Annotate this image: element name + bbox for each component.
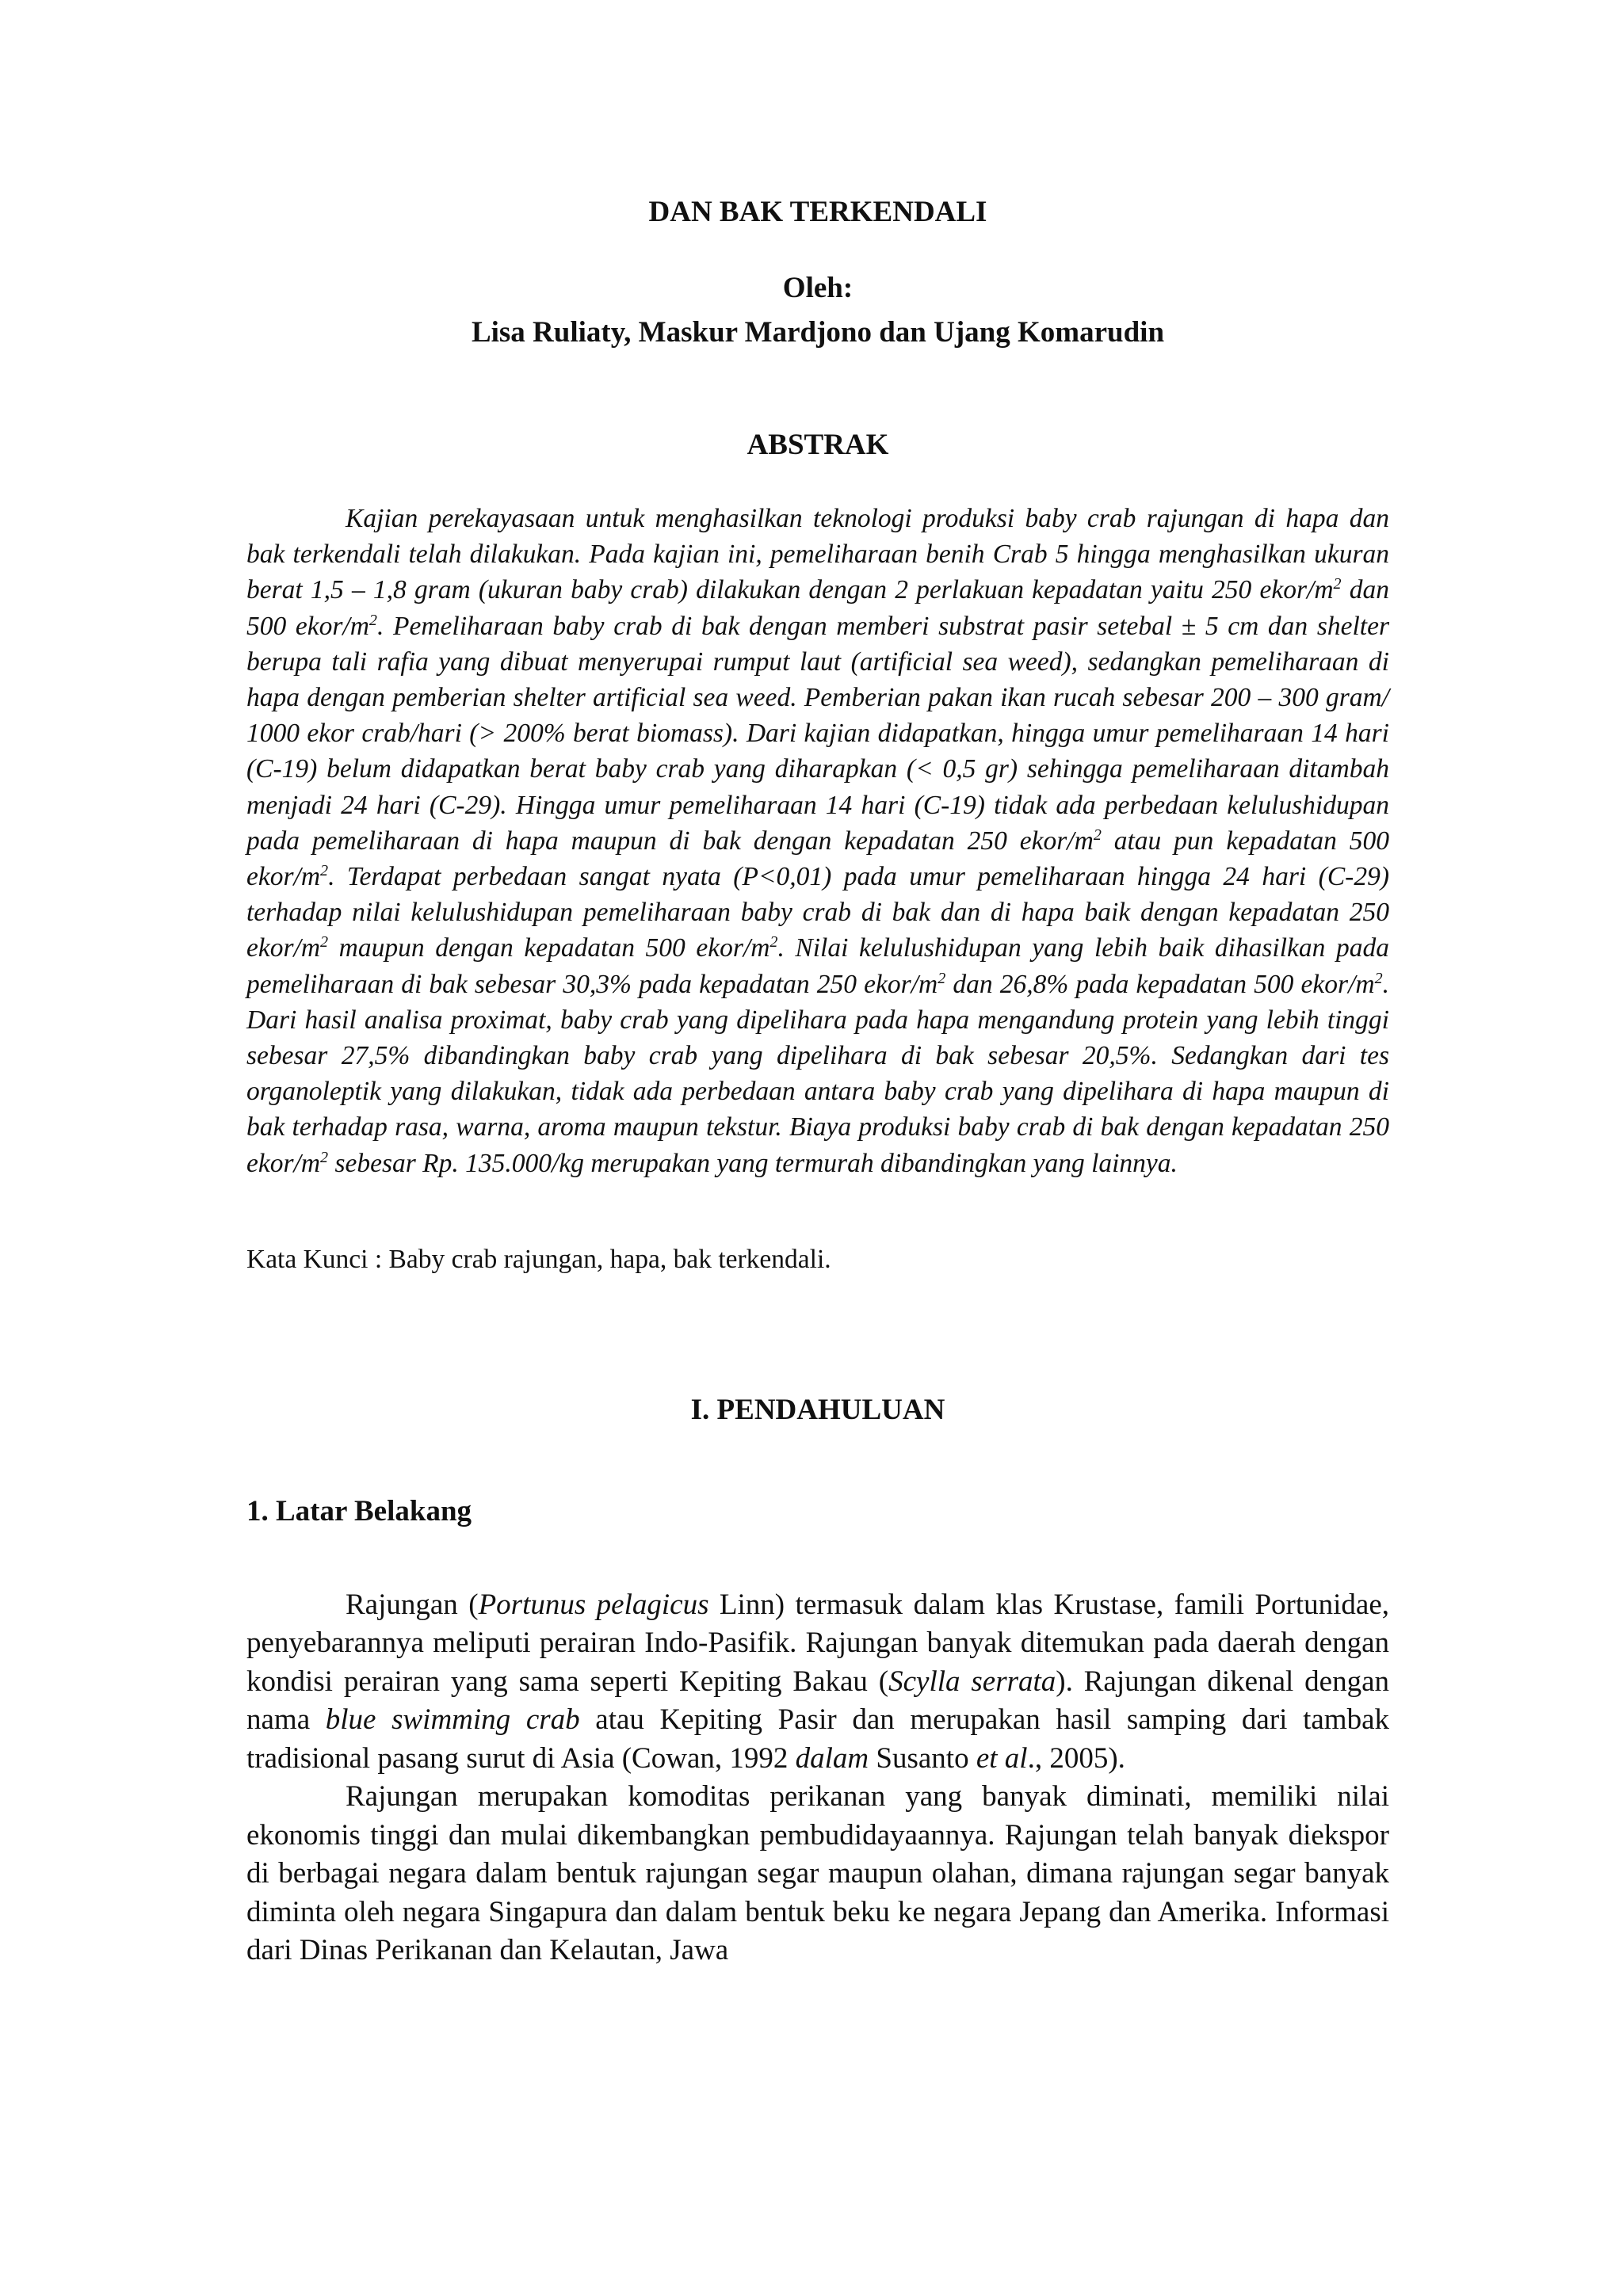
title-block	[246, 190, 1389, 355]
body-paragraph-1: Rajungan (Portunus pelagicus Linn) termasuk dalam klas Krustase, famili Portunidae, penyebarannya meliputi perairan Indo-Pasifik. Rajungan banyak ditemukan pada daerah dengan kondisi perairan yang sama seperti Kepiting Bakau (Scylla serrata). Rajungan dikenal dengan nama blue swimming crab atau Kepiting Pasir dan merupakan hasil samping dari tambak tradisional pasang surut di Asia (Cowan, 1992 dalam Susanto et al., 2005).	[246, 1588, 1389, 1775]
keywords-line: Kata Kunci : Baby crab rajungan, hapa, bak terkendali.	[246, 1244, 831, 1274]
paper-title: DAN BAK TERKENDALI	[648, 196, 987, 228]
by-label: Oleh:	[782, 272, 854, 304]
body-paragraph-2: Rajungan merupakan komoditas perikanan yang banyak diminati, memiliki nilai ekonomis tinggi dan mulai dikembangkan pembudidayaannya. Rajungan telah banyak diekspor di berbagai negara dalam bentuk rajungan segar maupun olahan, dimana rajungan segar banyak diminta oleh negara Singapura dan dalam bentuk beku ke negara Jepang dan Amerika. Informasi dari Dinas Perikanan dan Kelautan, Jawa	[246, 1780, 1389, 1967]
subsection-heading: 1. Latar Belakang	[246, 1494, 472, 1527]
section-heading: I. PENDAHULUAN	[690, 1393, 945, 1426]
page-content	[246, 190, 1389, 1970]
abstract-heading: ABSTRAK	[747, 429, 889, 461]
abstract-text: Kajian perekayasaan untuk menghasilkan teknologi produksi baby crab rajungan di hapa dan bak terkendali telah dilakukan. Pada kajian ini, pemeliharaan benih Crab 5 hingga menghasilkan ukuran berat 1,5 – 1,8 gram (ukuran baby crab) dilakukan dengan 2 perlakuan kepadatan yaitu 250 ekor/$m^2$ dan 500 ekor/$m^2$. Pemeliharaan baby crab di bak dengan memberi substrat pasir setebal ± 5 cm dan shelter berupa tali rafia yang dibuat menyerupai rumput laut (artificial sea weed), sedangkan pemeliharaan di hapa dengan pemberian shelter artificial sea weed. Pemberian pakan ikan rucah sebesar 200 – 300 gram/ 1000 ekor crab/hari (> 200% berat biomass). Dari kajian didapatkan, hingga umur pemeliharaan 14 hari (C-19) belum didapatkan berat baby crab yang diharapkan (< 0,5 gr) sehingga pemeliharaan ditambah menjadi 24 hari (C-29). Hingga umur pemeliharaan 14 hari (C-19) tidak ada perbedaan kelulushidupan pada pemeliharaan di hapa maupun di bak dengan kepadatan 250 ekor/$m^2$ atau pun kepadatan 500 ekor/$m^2$. Terdapat perbedaan sangat nyata (P<0,01) pada umur pemeliharaan hingga 24 hari (C-29) terhadap nilai kelulushidupan pemeliharaan baby crab di bak dan di hapa baik dengan kepadatan 250 ekor/$m^2$ maupun dengan kepadatan 500 ekor/$m^2$. Nilai kelulushidupan yang lebih baik dihasilkan pada pemeliharaan di bak sebesar 30,3% pada kepadatan 250 ekor/$m^2$ dan 26,8% pada kepadatan 500 ekor/$m^2$. Dari hasil analisa proximat, baby crab yang dipelihara pada hapa mengandung protein yang lebih tinggi sebesar 27,5% dibandingkan baby crab yang dipelihara di bak sebesar 20,5%. Sedangkan dari tes organoleptik yang dilakukan, tidak ada perbedaan antara baby crab yang dipelihara di hapa maupun di bak terhadap rasa, warna, aroma maupun tekstur. Biaya produksi baby crab di bak dengan kepadatan 250 ekor/$m^2$ sebesar Rp. 135.000/kg merupakan yang termurah dibandingkan yang lainnya.	[246, 504, 1390, 1178]
author-list: Lisa Ruliaty, Maskur Mardjono dan Ujang Komarudin	[471, 316, 1165, 349]
